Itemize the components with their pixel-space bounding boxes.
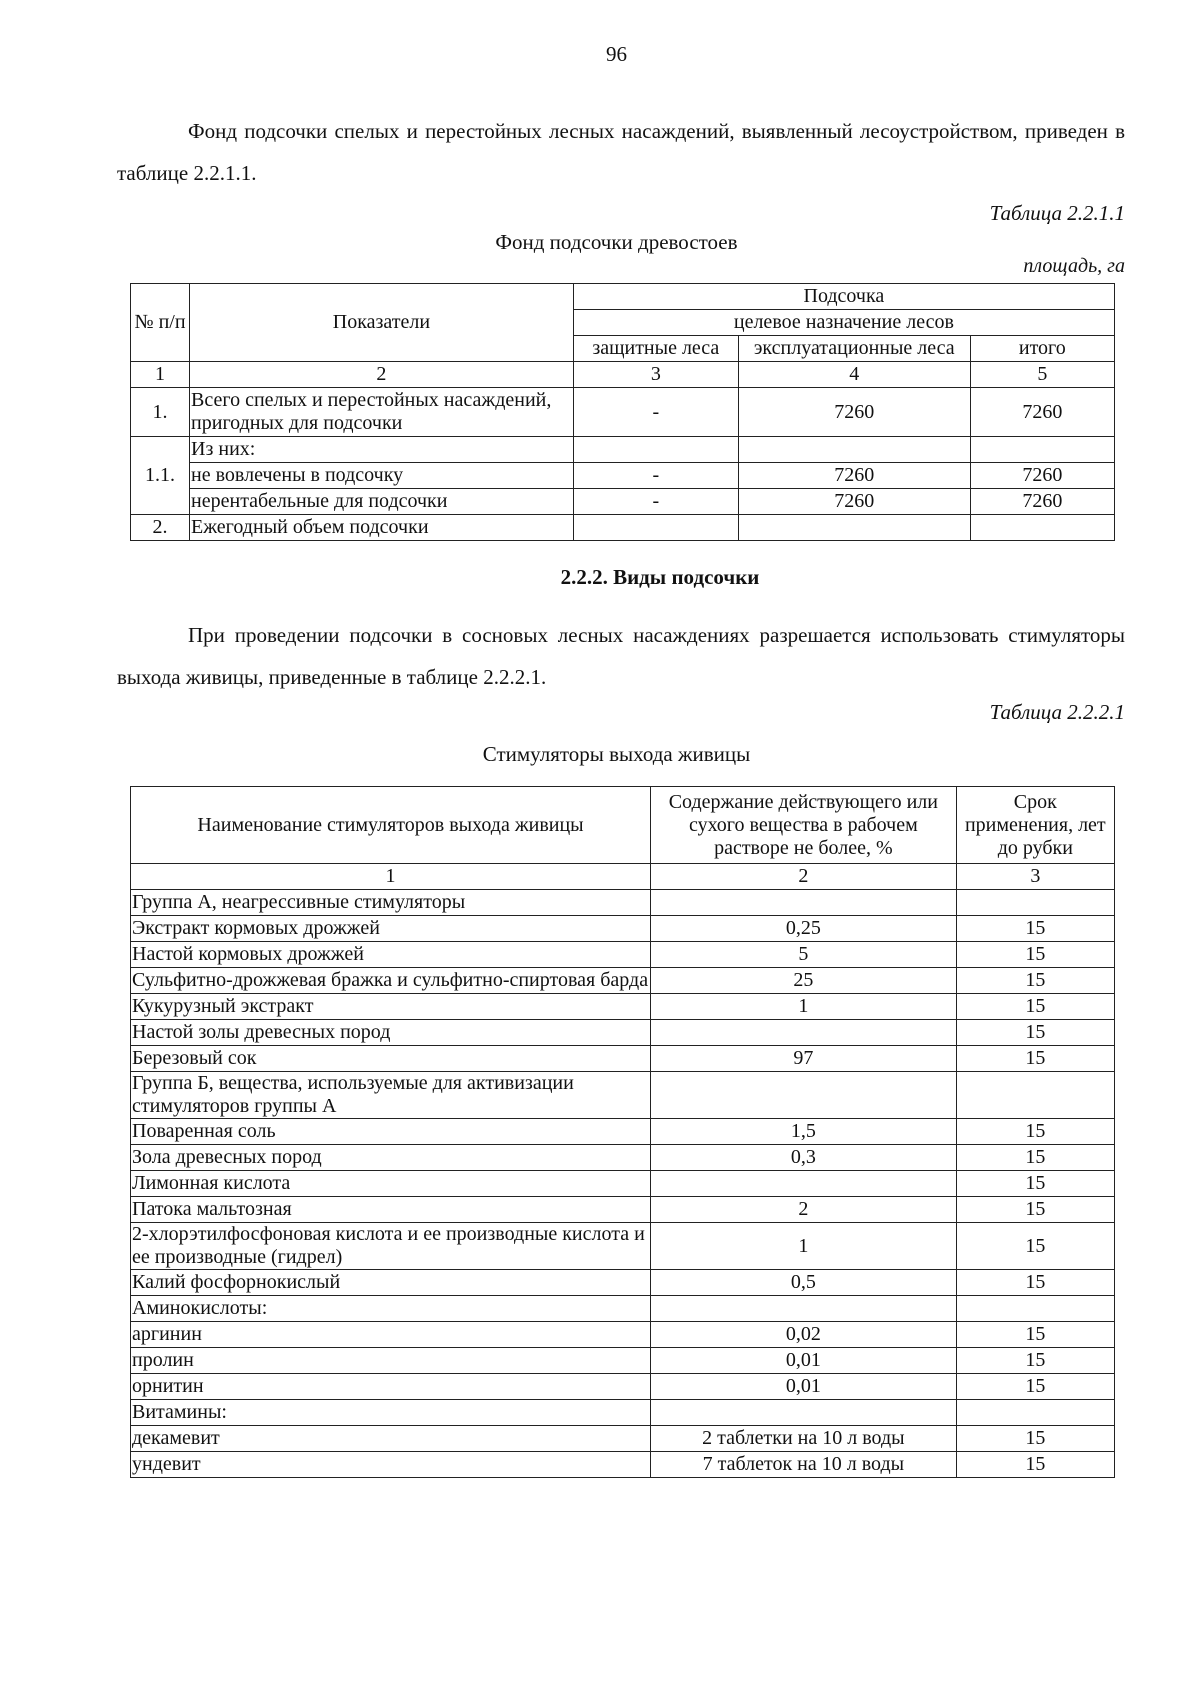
table-row: [131, 388, 1115, 437]
table-row: [131, 890, 1115, 916]
row-name: 2-хлорэтилфосфоновая кислота и ее производные кислота и ее производные (гидрел): [131, 1223, 651, 1270]
row-name: Сульфитно-дрожжевая бражка и сульфитно-спиртовая барда: [131, 968, 651, 994]
row-term: 15: [956, 1348, 1114, 1374]
row-content: 0,25: [651, 916, 957, 942]
row-name: Экстракт кормовых дрожжей: [131, 916, 651, 942]
row-exploitation: 7260: [738, 463, 970, 489]
header-indicators: Показатели: [190, 284, 574, 362]
table-row: [131, 1452, 1115, 1478]
row-term: 15: [956, 1046, 1114, 1072]
row-content: [651, 1020, 957, 1046]
table2-title: Стимуляторы выхода живицы: [482, 742, 751, 766]
row-content: 0,01: [651, 1348, 957, 1374]
row-name: Ежегодный объем подсочки: [190, 515, 574, 541]
row-num: 1.1.: [131, 437, 190, 515]
row-name: Аминокислоты:: [131, 1296, 651, 1322]
row-name: декамевит: [131, 1426, 651, 1452]
row-term: 15: [956, 1119, 1114, 1145]
header-total: итого: [970, 336, 1114, 362]
table-row: [131, 942, 1115, 968]
table-row: [131, 1400, 1115, 1426]
row-name: ундевит: [131, 1452, 651, 1478]
table2-caption: Таблица 2.2.2.1: [989, 700, 1125, 724]
table1-unit: площадь, га: [1023, 255, 1125, 277]
header-subgroup: целевое назначение лесов: [573, 310, 1114, 336]
row-name: Калий фосфорнокислый: [131, 1270, 651, 1296]
row-term: 15: [956, 994, 1114, 1020]
row-total: [970, 437, 1114, 463]
row-content: 7 таблеток на 10 л воды: [651, 1452, 957, 1478]
row-content: 0,02: [651, 1322, 957, 1348]
row-content: 1: [651, 994, 957, 1020]
row-name: Зола древесных пород: [131, 1145, 651, 1171]
row-term: [956, 1400, 1114, 1426]
row-content: 25: [651, 968, 957, 994]
header-content: Содержание действующего или сухого вещества в рабочем растворе не более, %: [651, 787, 957, 864]
row-exploitation: [738, 437, 970, 463]
table-row: [131, 1197, 1115, 1223]
resin-stimulators-table: [130, 786, 1115, 1478]
row-term: 15: [956, 1426, 1114, 1452]
row-term: 15: [956, 1197, 1114, 1223]
row-total: 7260: [970, 388, 1114, 437]
table-row: [131, 1348, 1115, 1374]
row-content: 1: [651, 1223, 957, 1270]
row-name: Патока мальтозная: [131, 1197, 651, 1223]
row-protective: -: [573, 463, 738, 489]
row-name: Из них:: [190, 437, 574, 463]
row-term: 15: [956, 1270, 1114, 1296]
row-content: 0,01: [651, 1374, 957, 1400]
table1-title: Фонд подсочки древостоев: [495, 230, 738, 254]
header-protective: защитные леса: [573, 336, 738, 362]
row-term: 15: [956, 916, 1114, 942]
row-term: [956, 1296, 1114, 1322]
row-term: 15: [956, 1020, 1114, 1046]
row-term: 15: [956, 1171, 1114, 1197]
row-content: 1,5: [651, 1119, 957, 1145]
header-num: № п/п: [131, 284, 190, 362]
header-group: Подсочка: [573, 284, 1114, 310]
row-name: пролин: [131, 1348, 651, 1374]
col-number: 3: [956, 864, 1114, 890]
forest-tapping-fund-table: [130, 283, 1115, 541]
row-protective: [573, 437, 738, 463]
row-name: не вовлечены в подсочку: [190, 463, 574, 489]
table-row: [131, 1171, 1115, 1197]
second-paragraph-text: При проведении подсочки в сосновых лесных насаждениях разрешается использовать стимуляторы выхода живицы, приведенные в таблице 2.2.2.1.: [117, 623, 1125, 689]
row-name: Поваренная соль: [131, 1119, 651, 1145]
row-name: Витамины:: [131, 1400, 651, 1426]
col-number: 2: [651, 864, 957, 890]
row-num: 1.: [131, 388, 190, 437]
col-number: 5: [970, 362, 1114, 388]
table-row: [131, 1296, 1115, 1322]
row-content: 97: [651, 1046, 957, 1072]
row-content: [651, 1171, 957, 1197]
header-name: Наименование стимуляторов выхода живицы: [131, 787, 651, 864]
row-name: нерентабельные для подсочки: [190, 489, 574, 515]
row-name: Группа Б, вещества, используемые для активизации стимуляторов группы А: [131, 1072, 651, 1119]
column-number-row: [131, 362, 1115, 388]
row-term: 15: [956, 942, 1114, 968]
second-paragraph: [117, 614, 1125, 698]
row-term: 15: [956, 1145, 1114, 1171]
column-number-row: [131, 864, 1115, 890]
row-content: 0,3: [651, 1145, 957, 1171]
row-name: Настой кормовых дрожжей: [131, 942, 651, 968]
table-row: [131, 968, 1115, 994]
table-row: [131, 1046, 1115, 1072]
col-number: 4: [738, 362, 970, 388]
header-exploitation: эксплуатационные леса: [738, 336, 970, 362]
row-content: 0,5: [651, 1270, 957, 1296]
row-protective: -: [573, 388, 738, 437]
row-term: [956, 1072, 1114, 1119]
row-total: 7260: [970, 489, 1114, 515]
row-content: [651, 1296, 957, 1322]
row-content: 2 таблетки на 10 л воды: [651, 1426, 957, 1452]
row-term: 15: [956, 1223, 1114, 1270]
row-term: 15: [956, 1322, 1114, 1348]
row-content: [651, 1400, 957, 1426]
row-name: Настой золы древесных пород: [131, 1020, 651, 1046]
table-row: [131, 1223, 1115, 1270]
row-protective: [573, 515, 738, 541]
row-term: 15: [956, 1452, 1114, 1478]
row-term: 15: [956, 968, 1114, 994]
table-row: [131, 1322, 1115, 1348]
table-row: [131, 1270, 1115, 1296]
col-number: 3: [573, 362, 738, 388]
row-name: Всего спелых и перестойных насаждений, пригодных для подсочки: [190, 388, 574, 437]
table-row: [131, 1374, 1115, 1400]
intro-paragraph: [117, 110, 1125, 194]
row-name: Группа А, неагрессивные стимуляторы: [131, 890, 651, 916]
table-row: [131, 1020, 1115, 1046]
intro-paragraph-text: Фонд подсочки спелых и перестойных лесных насаждений, выявленный лесоустройством, приведен в таблице 2.2.1.1.: [117, 119, 1125, 185]
col-number: 1: [131, 864, 651, 890]
col-number: 2: [190, 362, 574, 388]
table-row: [131, 489, 1115, 515]
row-term: 15: [956, 1374, 1114, 1400]
row-content: [651, 1072, 957, 1119]
table-row: [131, 1119, 1115, 1145]
page-number: 96: [606, 42, 627, 66]
row-name: Березовый сок: [131, 1046, 651, 1072]
table-row: [131, 916, 1115, 942]
row-term: [956, 890, 1114, 916]
table-row: [131, 1426, 1115, 1452]
table-row: [131, 994, 1115, 1020]
table-row: [131, 463, 1115, 489]
row-total: 7260: [970, 463, 1114, 489]
row-num: 2.: [131, 515, 190, 541]
row-content: [651, 890, 957, 916]
row-protective: -: [573, 489, 738, 515]
row-exploitation: [738, 515, 970, 541]
table-row: [131, 1072, 1115, 1119]
row-name: Лимонная кислота: [131, 1171, 651, 1197]
table-row: [131, 437, 1115, 463]
row-name: орнитин: [131, 1374, 651, 1400]
header-term: Срок применения, лет до рубки: [956, 787, 1114, 864]
row-content: 2: [651, 1197, 957, 1223]
row-exploitation: 7260: [738, 489, 970, 515]
row-total: [970, 515, 1114, 541]
table-row: [131, 1145, 1115, 1171]
row-content: 5: [651, 942, 957, 968]
row-name: аргинин: [131, 1322, 651, 1348]
row-exploitation: 7260: [738, 388, 970, 437]
row-name: Кукурузный экстракт: [131, 994, 651, 1020]
section-heading: 2.2.2. Виды подсочки: [560, 565, 760, 589]
table-row: [131, 515, 1115, 541]
col-number: 1: [131, 362, 190, 388]
table1-caption: Таблица 2.2.1.1: [989, 201, 1125, 225]
